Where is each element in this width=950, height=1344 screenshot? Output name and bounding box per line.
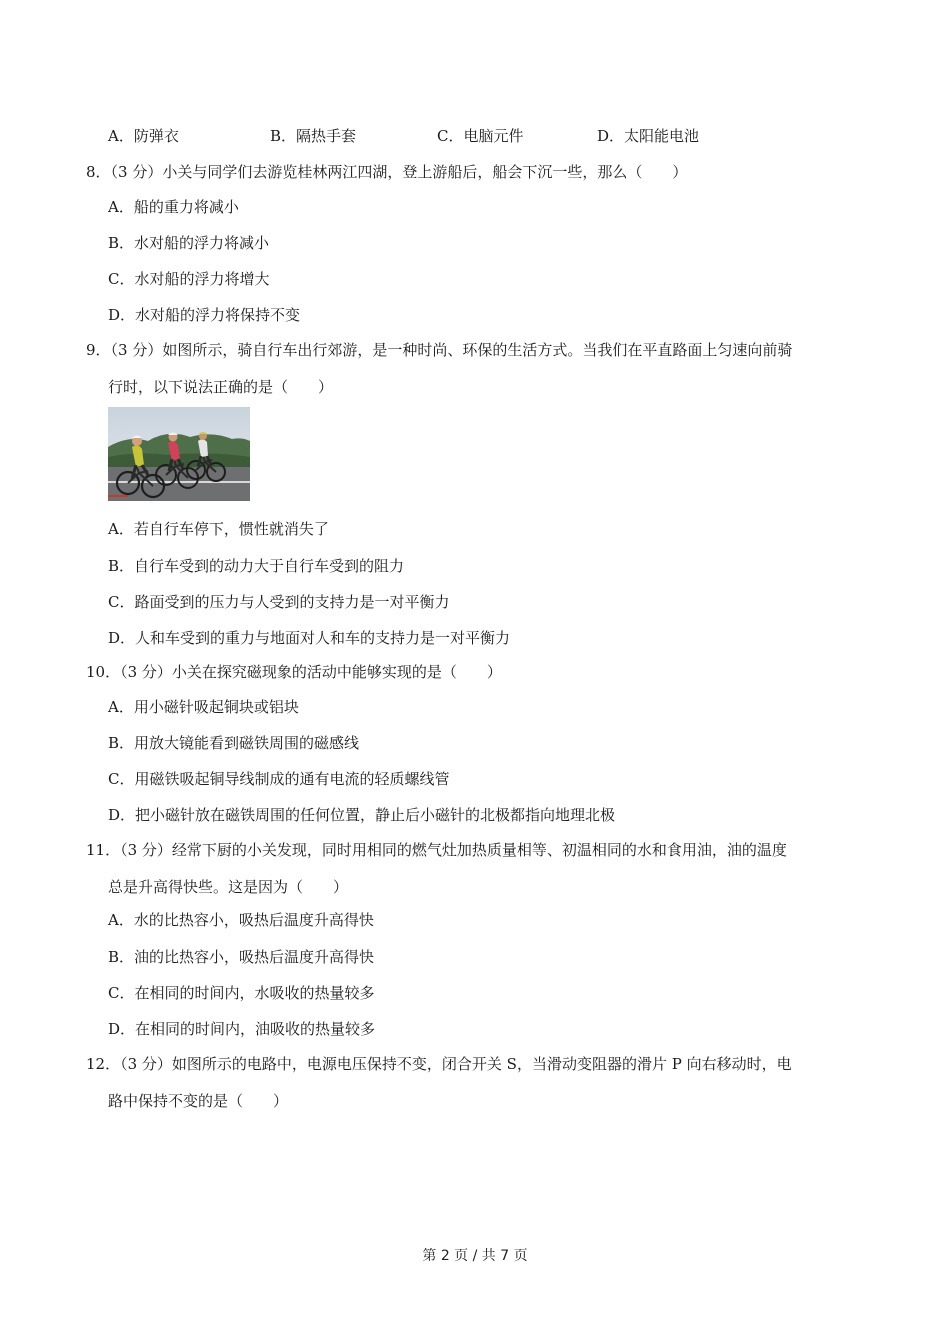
q10-option-c: C．用磁铁吸起铜导线制成的通有电流的轻质螺线管 <box>108 770 450 788</box>
q11-option-b: B．油的比热容小，吸热后温度升高得快 <box>108 948 375 966</box>
q9-option-d: D．人和车受到的重力与地面对人和车的支持力是一对平衡力 <box>108 629 511 647</box>
q8-option-d: D．水对船的浮力将保持不变 <box>108 306 301 324</box>
q9-stem-line1: 9．（3 分）如图所示，骑自行车出行郊游，是一种时尚、环保的生活方式。当我们在平直路面上匀速向前骑 <box>86 341 793 359</box>
q10-stem: 10．（3 分）小关在探究磁现象的活动中能够实现的是（ ） <box>86 663 502 681</box>
q11-option-c: C．在相同的时间内，水吸收的热量较多 <box>108 984 375 1002</box>
q7-option-d: D．太阳能电池 <box>597 127 700 145</box>
q11-option-d: D．在相同的时间内，油吸收的热量较多 <box>108 1020 376 1038</box>
page-number: 第 2 页 / 共 7 页 <box>422 1248 528 1264</box>
q12-stem-line1: 12．（3 分）如图所示的电路中，电源电压保持不变，闭合开关 S，当滑动变阻器的滑片 P 向右移动时，电 <box>86 1055 792 1073</box>
q8-option-b: B．水对船的浮力将减小 <box>108 234 270 252</box>
q9-option-b: B．自行车受到的动力大于自行车受到的阻力 <box>108 557 405 575</box>
q9-option-a: A．若自行车停下，惯性就消失了 <box>108 520 329 538</box>
q10-option-d: D．把小磁针放在磁铁周围的任何位置，静止后小磁针的北极都指向地理北极 <box>108 806 616 824</box>
q11-option-a: A．水的比热容小，吸热后温度升高得快 <box>108 911 374 929</box>
q9-stem-line2: 行时，以下说法正确的是（ ） <box>108 378 334 396</box>
q11-stem-line1: 11．（3 分）经常下厨的小关发现，同时用相同的燃气灶加热质量相等、初温相同的水和食用油，油的温度 <box>86 841 787 859</box>
cyclists-photo <box>108 407 250 501</box>
q7-option-b: B．隔热手套 <box>270 127 357 145</box>
q7-option-a: A．防弹衣 <box>108 127 179 145</box>
q9-option-c: C．路面受到的压力与人受到的支持力是一对平衡力 <box>108 593 450 611</box>
q10-option-b: B．用放大镜能看到磁铁周围的磁感线 <box>108 734 360 752</box>
q8-stem: 8．（3 分）小关与同学们去游览桂林两江四湖，登上游船后，船会下沉一些，那么（ ） <box>86 163 688 181</box>
q8-option-c: C．水对船的浮力将增大 <box>108 270 270 288</box>
q7-option-c: C．电脑元件 <box>437 127 524 145</box>
q12-stem-line2: 路中保持不变的是（ ） <box>108 1092 289 1110</box>
q8-option-a: A．船的重力将减小 <box>108 198 239 216</box>
q11-stem-line2: 总是升高得快些。这是因为（ ） <box>108 878 349 896</box>
q10-option-a: A．用小磁针吸起铜块或铝块 <box>108 698 299 716</box>
